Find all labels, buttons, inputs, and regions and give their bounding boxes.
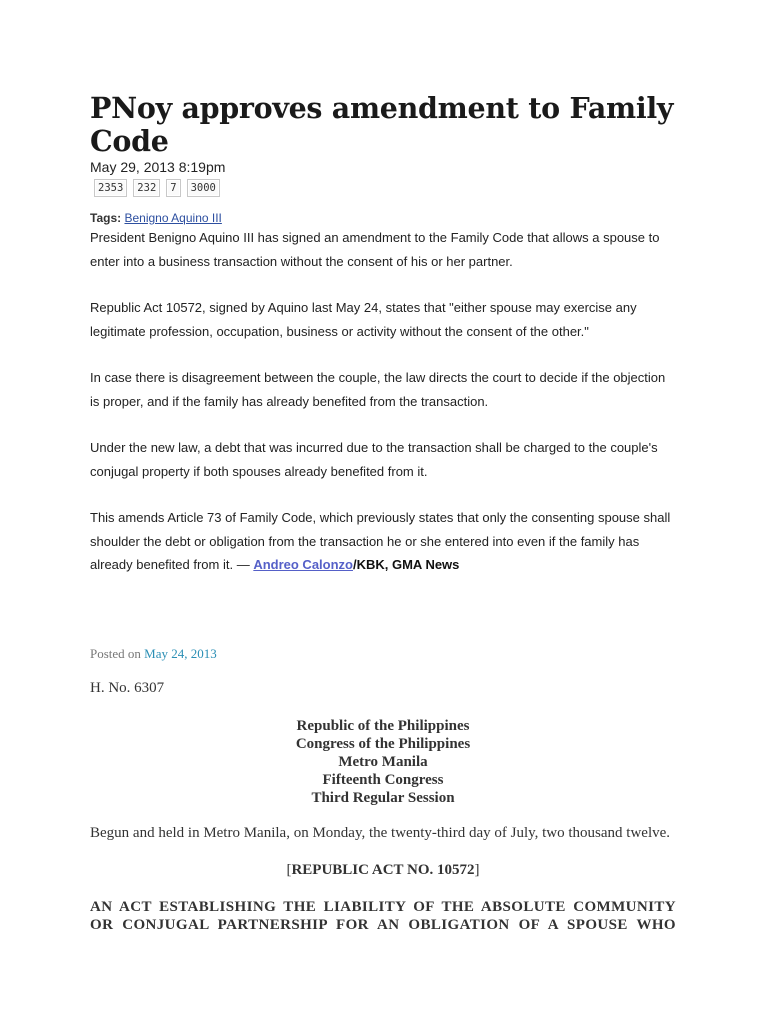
ra-label: REPUBLIC ACT NO. 10572: [291, 861, 475, 878]
article-paragraph-text: This amends Article 73 of Family Code, which previously states that only the consenting spouse shall shoulder the debt or obligation from the transaction he or she entered into even if the family has already benefited from it. —: [90, 510, 671, 572]
share-count[interactable]: 7: [166, 179, 180, 197]
bracket-close: ]: [474, 861, 480, 878]
act-title: AN ACT ESTABLISHING THE LIABILITY OF THE ABSOLUTE COMMUNITY OR CONJUGAL PARTNERSHIP FOR AN OBLIGATION OF A SPOUSE WHO: [90, 898, 676, 933]
page: [90, 92, 676, 934]
posted-on: [90, 646, 676, 662]
article-headline: PNoy approves amendment to Family Code: [90, 91, 674, 158]
share-count[interactable]: 232: [133, 179, 160, 197]
bill-number: H. No. 6307: [90, 679, 165, 696]
article-paragraph: President Benigno Aquino III has signed an amendment to the Family Code that allows a spouse to enter into a business transaction without the consent of his or her partner.: [90, 230, 660, 269]
tags-row: [90, 211, 676, 226]
header-line: Fifteenth Congress: [322, 771, 444, 788]
posted-date-link[interactable]: May 24, 2013: [144, 645, 217, 661]
bracket-open: [: [286, 861, 292, 878]
share-count[interactable]: 3000: [187, 179, 220, 197]
header-line: Republic of the Philippines: [296, 717, 470, 734]
article-date: May 29, 2013 8:19pm: [90, 159, 226, 175]
source-credit: /KBK, GMA News: [352, 557, 460, 572]
tags-label: Tags:: [90, 211, 122, 225]
article-paragraph-final: [90, 506, 676, 577]
republic-act-number: [90, 861, 676, 879]
session-statement: Begun and held in Metro Manila, on Monday, the twenty-third day of July, two thousand twelve.: [90, 824, 671, 841]
header-line: Metro Manila: [338, 753, 428, 770]
article-paragraph: Republic Act 10572, signed by Aquino last May 24, states that "either spouse may exercise any legitimate profession, occupation, business or activity without the consent of the other.": [90, 300, 637, 339]
share-count[interactable]: 2353: [94, 179, 127, 197]
congress-header: [90, 717, 676, 807]
article-body: [90, 226, 676, 577]
share-counts: [94, 179, 676, 197]
author-link[interactable]: Andreo Calonzo: [253, 557, 353, 572]
header-line: Congress of the Philippines: [295, 735, 471, 752]
tag-link[interactable]: Benigno Aquino III: [124, 211, 222, 225]
header-line: Third Regular Session: [311, 789, 455, 806]
article-paragraph: Under the new law, a debt that was incurred due to the transaction shall be charged to the couple's conjugal property if both spouses already benefited from it.: [90, 440, 658, 479]
article-paragraph: In case there is disagreement between the couple, the law directs the court to decide if the objection is proper, and if the family has already benefited from the transaction.: [90, 370, 666, 409]
posted-label: Posted on: [90, 645, 141, 661]
